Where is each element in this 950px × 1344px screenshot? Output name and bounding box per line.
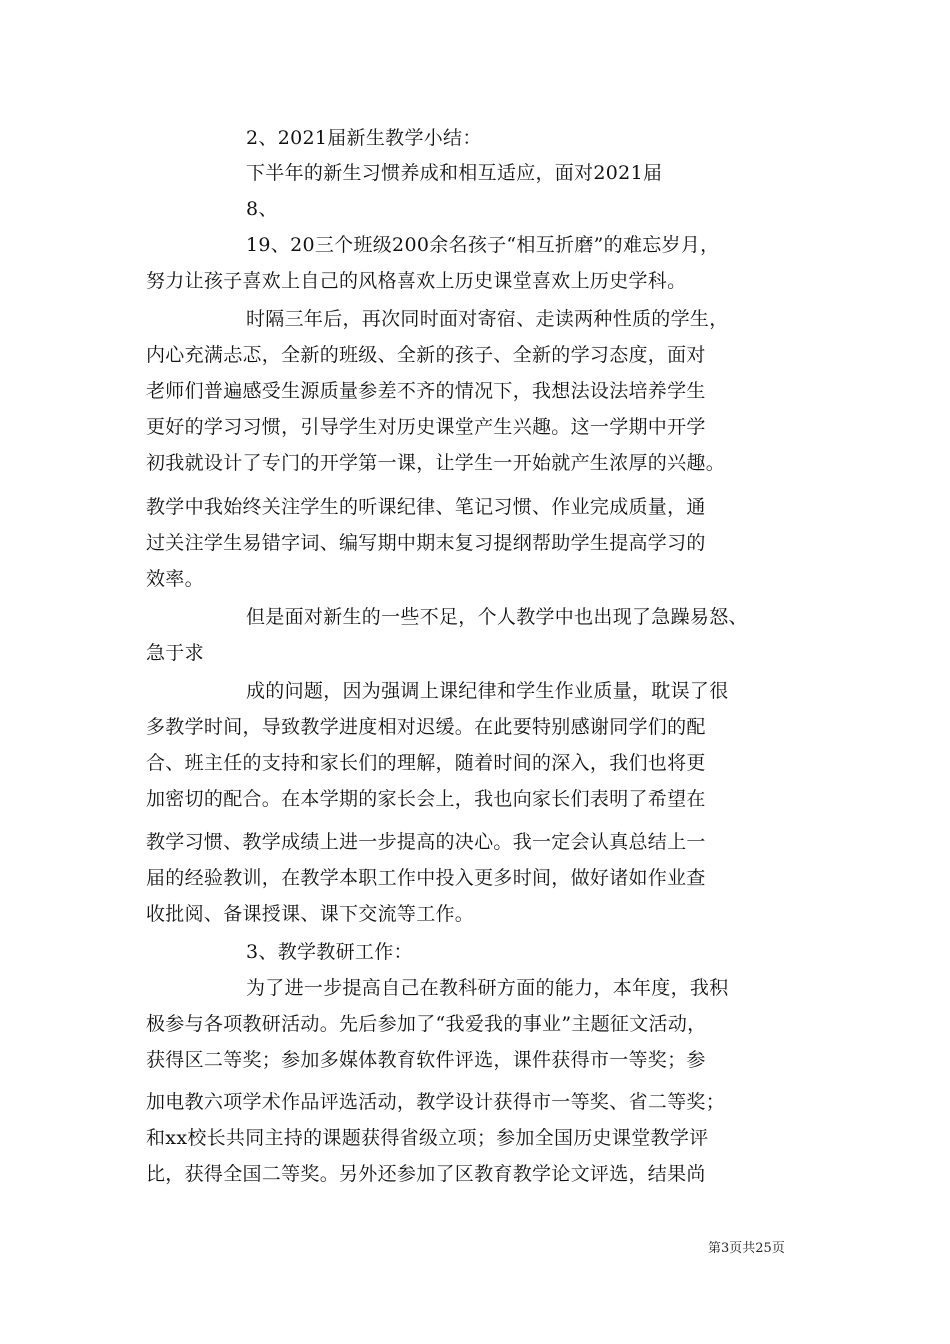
text-line: 比，获得全国二等奖。另外还参加了区教育教学论文评选，结果尚 — [146, 1163, 706, 1185]
page-number-footer: 第3页共25页 — [708, 1241, 785, 1256]
text-line: 初我就设计了专门的开学第一课，让学生一开始就产生浓厚的兴趣。 — [146, 452, 726, 474]
text-line: 为了进一步提高自己在教科研方面的能力，本年度，我积 — [246, 977, 729, 999]
text-line: 更好的学习习惯，引导学生对历史课堂产生兴趣。这一学期中开学 — [146, 416, 706, 438]
text-line: 和xx校长共同主持的课题获得省级立项；参加全国历史课堂教学评 — [146, 1127, 709, 1149]
text-line: 下半年的新生习惯养成和相互适应，面对2021届 — [246, 162, 663, 184]
text-line: 收批阅、备课授课、课下交流等工作。 — [146, 903, 475, 925]
text-line: 成的问题，因为强调上课纪律和学生作业质量，耽误了很 — [246, 680, 729, 702]
text-line: 加密切的配合。在本学期的家长会上，我也向家长们表明了希望在 — [146, 788, 706, 810]
text-line: 老师们普遍感受生源质量参差不齐的情况下，我想法设法培养学生 — [146, 380, 706, 402]
text-line: 获得区二等奖；参加多媒体教育软件评选，课件获得市一等奖；参 — [146, 1049, 706, 1071]
text-line: 届的经验教训，在教学本职工作中投入更多时间，做好诸如作业查 — [146, 867, 706, 889]
text-line: 2、2021届新生教学小结： — [246, 127, 482, 149]
text-line: 效率。 — [146, 568, 204, 590]
text-line: 合、班主任的支持和家长们的理解，随着时间的深入，我们也将更 — [146, 752, 706, 774]
text-line: 多教学时间，导致教学进度相对迟缓。在此要特别感谢同学们的配 — [146, 716, 706, 738]
text-line: 但是面对新生的一些不足，个人教学中也出现了急躁易怒、 — [246, 606, 748, 628]
text-line: 努力让孩子喜欢上自己的风格喜欢上历史课堂喜欢上历史学科。 — [146, 270, 687, 292]
text-line: 急于求 — [146, 642, 204, 664]
text-line: 时隔三年后，再次同时面对寄宿、走读两种性质的学生， — [246, 308, 729, 330]
text-line: 极参与各项教研活动。先后参加了“我爱我的事业”主题征文活动， — [146, 1013, 707, 1035]
text-line: 教学习惯、教学成绩上进一步提高的决心。我一定会认真总结上一 — [146, 831, 706, 853]
text-line: 加电教六项学术作品评选活动，教学设计获得市一等奖、省二等奖； — [146, 1091, 726, 1113]
text-line: 8、 — [246, 198, 278, 220]
text-line: 19、20三个班级200余名孩子“相互折磨”的难忘岁月， — [246, 234, 720, 256]
text-line: 教学中我始终关注学生的听课纪律、笔记习惯、作业完成质量，通 — [146, 496, 706, 518]
text-line: 内心充满忐忑，全新的班级、全新的孩子、全新的学习态度，面对 — [146, 344, 706, 366]
text-line: 过关注学生易错字词、编写期中期末复习提纲帮助学生提高学习的 — [146, 532, 706, 554]
section-heading: 3、教学教研工作： — [246, 941, 413, 963]
